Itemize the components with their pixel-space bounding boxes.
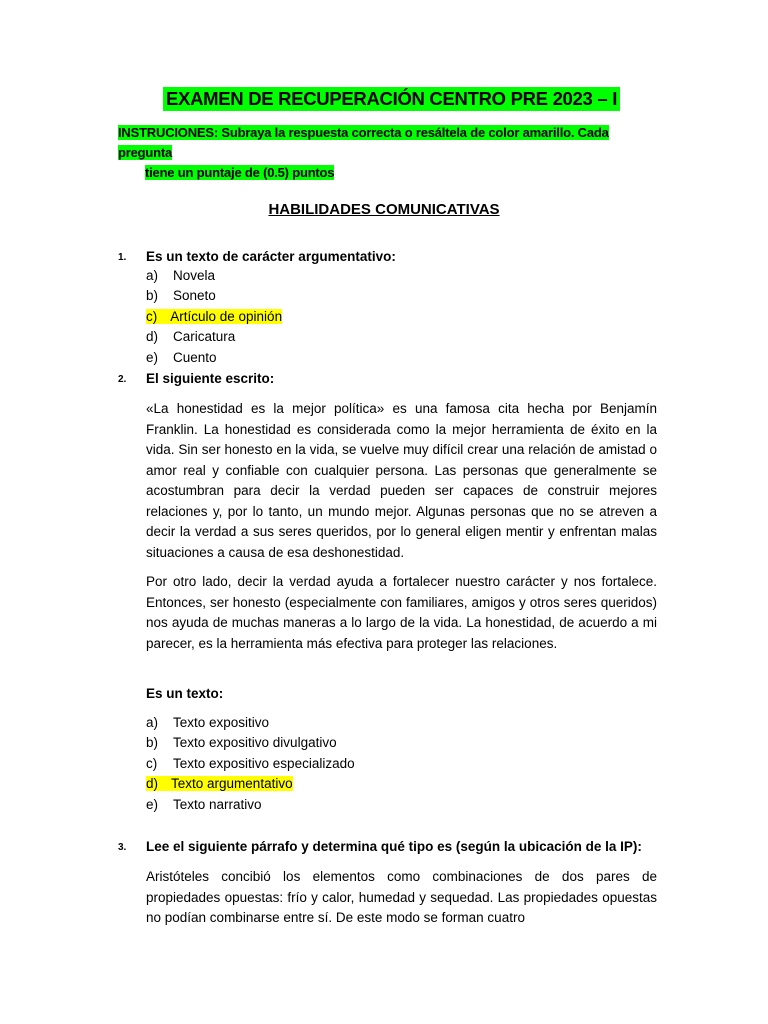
option-d[interactable]: d) Caricatura bbox=[146, 329, 236, 345]
question-text: Es un texto de carácter argumentativo: bbox=[146, 249, 396, 264]
option-c[interactable]: c) Texto expositivo especializado bbox=[146, 755, 355, 771]
instructions-line-2: tiene un puntaje de (0.5) puntos bbox=[145, 165, 335, 180]
subquestion: Es un texto: bbox=[146, 686, 224, 701]
option-e[interactable]: e) Texto narrativo bbox=[146, 796, 262, 812]
question-number: 2. bbox=[118, 374, 127, 385]
question-2-options bbox=[146, 713, 355, 815]
question-number: 1. bbox=[118, 252, 127, 263]
question-1-options bbox=[146, 266, 282, 368]
option-e[interactable]: e) Cuento bbox=[146, 349, 217, 365]
reading-paragraph-2: Por otro lado, decir la verdad ayuda a fortalecer nuestro carácter y nos fortalece. Entonces, ser honesto (especialmente con familiares, amigos y otros seres queridos) nos ayuda de muchas maneras a lo largo de la vida. La honestidad, de acuerdo a mi parecer, es la herramienta más efectiva para proteger las relaciones. bbox=[146, 574, 657, 651]
question-text: El siguiente escrito: bbox=[146, 371, 275, 386]
reading-paragraph-1: «La honestidad es la mejor política» es una famosa cita hecha por Benjamín Franklin. La honestidad es considerada como la mejor herramienta de éxito en la vida. Sin ser honesto en la vida, se vuelve muy difícil crear una relación de amistad o amor real y confiable con cualquier persona. Las personas que generalmente se acostumbran para decir la verdad pueden ser capaces de construir mejores relaciones y, por lo tanto, un mundo mejor. Algunas personas que no se atreven a decir la verdad a sus seres queridos, por lo general eligen mentir y enfrentan malas situaciones a causa de esa deshonestidad. bbox=[146, 401, 657, 560]
question-text: Lee el siguiente párrafo y determina qué tipo es (según la ubicación de la IP): bbox=[146, 839, 642, 854]
section-title: HABILIDADES COMUNICATIVAS bbox=[268, 201, 500, 218]
question-number: 3. bbox=[118, 842, 127, 853]
exam-title: EXAMEN DE RECUPERACIÓN CENTRO PRE 2023 – I bbox=[163, 87, 620, 111]
reading-paragraph-3: Aristóteles concibió los elementos como combinaciones de dos pares de propiedades opuestas: frío y calor, humedad y sequedad. Las propiedades opuestas no podían combinarse entre sí. De este modo se forman cuatro bbox=[146, 869, 657, 925]
option-b[interactable]: b) Texto expositivo divulgativo bbox=[146, 735, 337, 751]
option-c-highlighted[interactable]: c) Artículo de opinión bbox=[146, 308, 283, 324]
option-a[interactable]: a) Texto expositivo bbox=[146, 715, 270, 730]
option-b[interactable]: b) Soneto bbox=[146, 288, 216, 304]
instructions-line-1: INSTRUCIONES: Subraya la respuesta correcta o resáltela de color amarillo. Cada pregunta bbox=[118, 125, 609, 160]
option-d-highlighted[interactable]: d) Texto argumentativo bbox=[146, 776, 293, 792]
instructions bbox=[118, 123, 653, 183]
option-a[interactable]: a) Novela bbox=[146, 268, 216, 283]
